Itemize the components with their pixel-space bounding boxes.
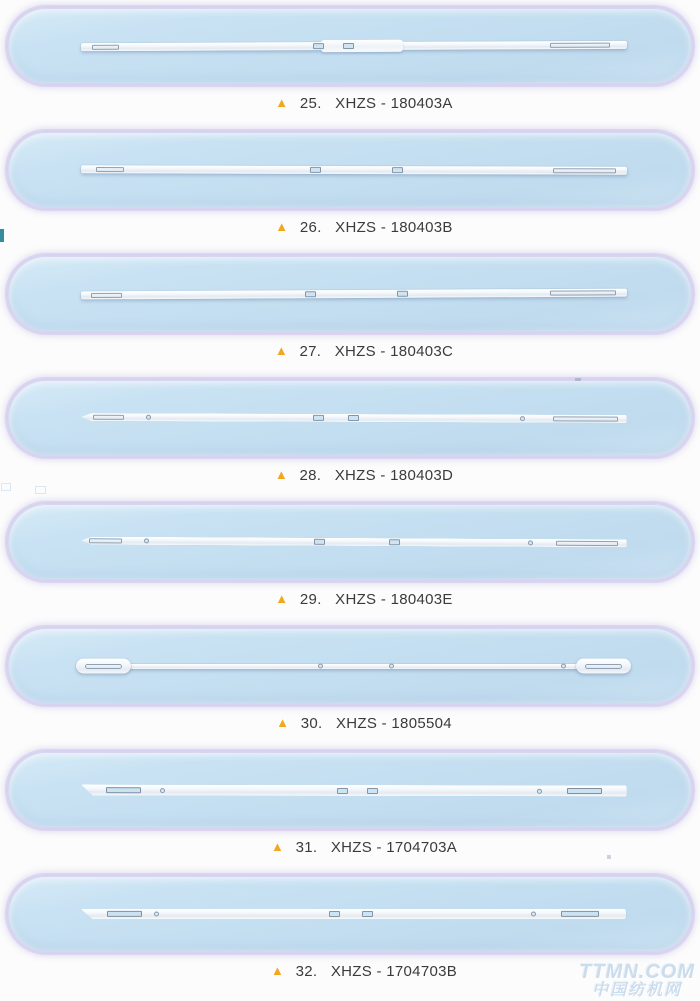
product-caption xyxy=(14,839,700,856)
strip-paddle-right xyxy=(576,659,631,674)
product-row xyxy=(0,504,700,628)
bullet-triangle-icon: ▲ xyxy=(276,715,290,730)
strip-hole-rd xyxy=(318,664,323,669)
watermark-name: 中国纺机网 xyxy=(592,982,683,1000)
item-code: XHZS - 180403E xyxy=(335,591,453,608)
product-photo xyxy=(8,876,692,952)
strip-hole-sq xyxy=(314,539,325,545)
strip-hole-sq xyxy=(312,415,323,421)
item-number: 26. xyxy=(299,219,322,236)
part-strip xyxy=(81,664,627,669)
product-caption xyxy=(14,467,700,484)
part-strip xyxy=(81,165,627,174)
product-row xyxy=(0,132,700,256)
strip-hole-rd xyxy=(520,416,525,421)
strip-hole-slot xyxy=(90,293,122,298)
item-number: 31. xyxy=(295,839,318,856)
bullet-triangle-icon: ▲ xyxy=(274,467,289,482)
part-strip xyxy=(81,41,627,51)
item-code: XHZS - 180403D xyxy=(334,467,454,484)
product-caption xyxy=(14,343,700,360)
item-number: 27. xyxy=(299,343,322,360)
item-number: 30. xyxy=(300,715,323,732)
scan-artifact-teal-mark xyxy=(0,229,4,242)
scan-artifact-speck xyxy=(607,855,611,859)
bullet-triangle-icon: ▲ xyxy=(275,95,289,110)
item-code: XHZS - 1805504 xyxy=(335,715,452,732)
item-code: XHZS - 180403A xyxy=(335,95,453,112)
strip-hole-sq xyxy=(362,911,373,917)
strip-hole-sq xyxy=(337,787,348,793)
product-photo xyxy=(8,752,692,828)
item-number: 29. xyxy=(299,591,322,608)
scan-artifact-speck xyxy=(575,378,581,381)
strip-hole-rd xyxy=(389,664,394,669)
strip-paddle-left xyxy=(76,659,131,674)
strip-hole-slot xyxy=(553,168,616,173)
scan-artifact-faint-square xyxy=(1,483,11,491)
strip-hole-slotT xyxy=(566,787,601,794)
strip-hole-slotT xyxy=(105,786,140,793)
strip-hole-rd xyxy=(561,664,566,669)
product-photo xyxy=(8,628,692,704)
product-caption xyxy=(14,591,700,608)
strip-hole-sq xyxy=(310,167,321,173)
part-strip xyxy=(81,909,627,919)
bullet-triangle-icon: ▲ xyxy=(274,343,289,358)
strip-hole-rd xyxy=(160,787,165,792)
paddle-slot xyxy=(85,664,122,669)
bullet-triangle-icon: ▲ xyxy=(275,591,289,606)
strip-hole-slot xyxy=(92,45,119,50)
item-code: XHZS - 1704703A xyxy=(330,839,458,856)
strip-hole-rd xyxy=(143,538,148,543)
strip-bump xyxy=(321,40,403,52)
strip-hole-slot xyxy=(553,416,618,421)
item-code: XHZS - 1704703B xyxy=(330,963,458,980)
strip-hole-slot xyxy=(550,43,610,48)
strip-hole-sq xyxy=(348,415,359,421)
item-code: XHZS - 180403C xyxy=(334,343,454,360)
strip-hole-slot xyxy=(555,541,618,546)
strip-hole-rd xyxy=(146,415,151,420)
product-row xyxy=(0,380,700,504)
strip-hole-sq xyxy=(304,291,315,297)
product-photo xyxy=(8,380,692,456)
bullet-triangle-icon: ▲ xyxy=(270,963,285,978)
part-strip xyxy=(81,413,627,423)
product-row xyxy=(0,256,700,380)
part-strip xyxy=(81,289,627,300)
product-photo xyxy=(8,8,692,84)
product-photo xyxy=(8,504,692,580)
strip-hole-sq xyxy=(329,911,340,917)
strip-hole-slot xyxy=(89,538,122,543)
product-row xyxy=(0,752,700,876)
part-strip xyxy=(81,784,627,796)
strip-hole-slot xyxy=(93,415,124,420)
strip-hole-rd xyxy=(154,912,159,917)
bullet-triangle-icon: ▲ xyxy=(275,219,289,234)
product-caption xyxy=(14,715,700,732)
product-caption xyxy=(14,219,700,236)
item-number: 25. xyxy=(299,95,322,112)
part-strip xyxy=(81,537,627,548)
scan-artifact-faint-square xyxy=(35,486,46,494)
item-code: XHZS - 180403B xyxy=(335,219,453,236)
strip-hole-rd xyxy=(531,912,536,917)
strip-hole-sq xyxy=(397,291,408,297)
product-photo xyxy=(8,132,692,208)
product-photo xyxy=(8,256,692,332)
product-row xyxy=(0,8,700,132)
strip-hole-slotT xyxy=(107,911,142,917)
strip-hole-sq xyxy=(312,43,323,49)
watermark xyxy=(579,962,695,1000)
item-number: 32. xyxy=(295,963,318,980)
product-row xyxy=(0,628,700,752)
strip-hole-sq xyxy=(342,43,353,49)
product-caption xyxy=(14,95,700,112)
strip-hole-sq xyxy=(392,167,403,173)
strip-hole-slot xyxy=(550,290,615,295)
strip-hole-sq xyxy=(389,539,400,545)
item-number: 28. xyxy=(299,467,322,484)
watermark-site: TTMN.COM xyxy=(579,961,695,984)
strip-hole-rd xyxy=(536,788,541,793)
paddle-slot xyxy=(585,664,622,669)
bullet-triangle-icon: ▲ xyxy=(270,839,285,854)
strip-hole-sq xyxy=(367,787,378,793)
strip-hole-slotT xyxy=(561,911,599,917)
strip-hole-slot xyxy=(95,167,123,172)
strip-hole-rd xyxy=(528,540,533,545)
